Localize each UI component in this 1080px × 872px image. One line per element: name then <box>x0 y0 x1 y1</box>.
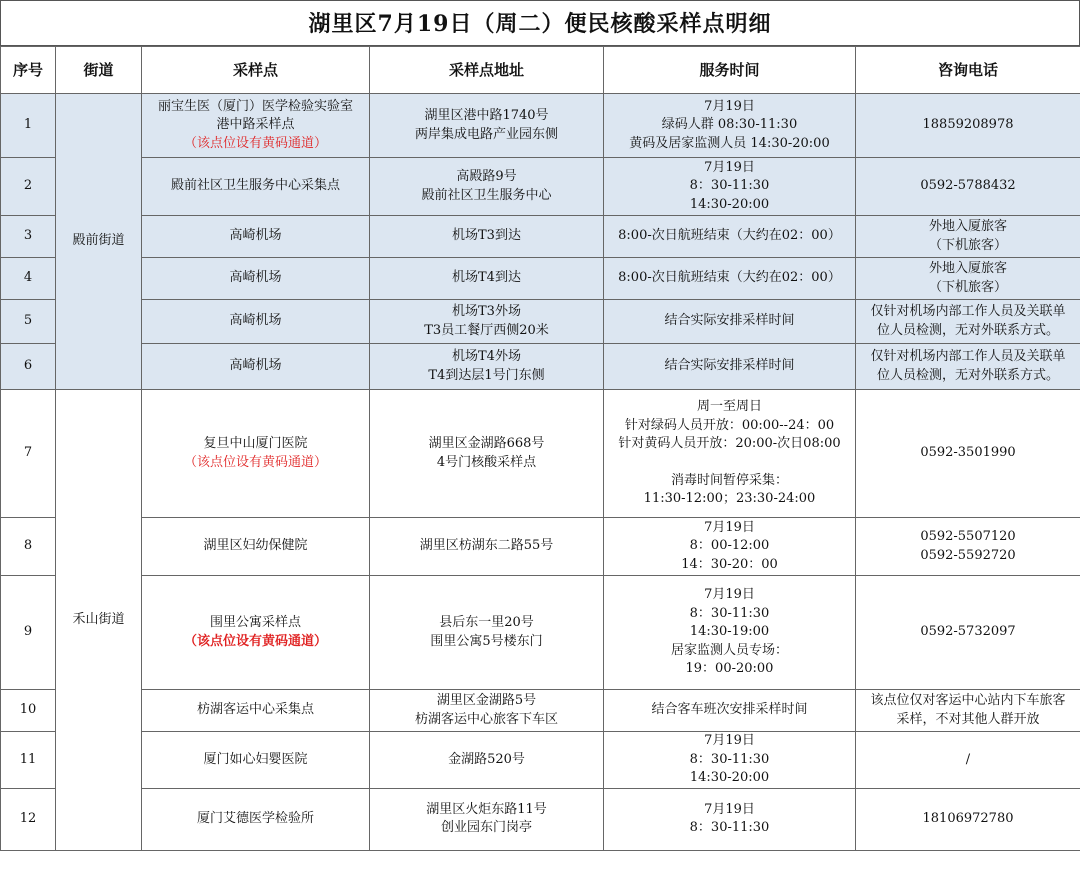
phone-line: 0592-5732097 <box>920 624 1016 640</box>
header-phone: 咨询电话 <box>856 47 1080 94</box>
time-line: 7月19日 <box>704 733 755 748</box>
address-line: 枋湖客运中心旅客下车区 <box>414 711 558 727</box>
row-number: 8 <box>1 518 56 576</box>
yellow-code-note: （该点位设有黄码通道） <box>183 454 327 470</box>
site-line: 丽宝生医（厦门）医学检验实验室 <box>157 98 353 114</box>
phone-line: 18106972780 <box>922 810 1014 826</box>
address-line: 湖里区火炬东路11号 <box>426 801 547 817</box>
address-line: 机场T3到达 <box>452 228 521 244</box>
time-line: 14：30-20：00 <box>681 556 778 572</box>
phone-line: （下机旅客） <box>928 279 1007 295</box>
address-line: 湖里区金湖路668号 <box>428 436 545 451</box>
header-time: 服务时间 <box>604 47 856 94</box>
street-dianqian: 殿前街道 <box>56 94 142 390</box>
table-row <box>1 390 1080 518</box>
table-row <box>1 258 1080 300</box>
row-number: 10 <box>1 690 56 732</box>
row-number: 6 <box>1 344 56 390</box>
site-line: 高崎机场 <box>229 313 282 329</box>
address-line: 围里公寓5号楼东门 <box>430 633 543 649</box>
address-line: T3员工餐厅西侧20米 <box>424 322 549 338</box>
site-cell <box>142 690 370 732</box>
row-number: 9 <box>1 576 56 690</box>
address-line: 机场T4外场 <box>452 349 521 364</box>
service-time-cell <box>604 158 856 216</box>
time-line: 14:30-20:00 <box>689 770 770 785</box>
phone-line: 0592-5592720 <box>920 547 1016 563</box>
time-line: 居家监测人员专场： <box>670 642 788 658</box>
address-line: 湖里区港中路1740号 <box>424 108 549 123</box>
phone-cell <box>856 94 1080 158</box>
site-line: 殿前社区卫生服务中心采集点 <box>170 178 340 194</box>
phone-line: / <box>965 751 971 767</box>
site-cell <box>142 158 370 216</box>
site-line: 厦门艾德医学检验所 <box>196 810 314 826</box>
site-line: 高崎机场 <box>229 358 282 374</box>
address-line: 机场T3外场 <box>452 304 521 319</box>
address-cell <box>370 690 604 732</box>
sites-table <box>0 46 1080 851</box>
phone-cell <box>856 158 1080 216</box>
site-cell <box>142 576 370 690</box>
row-number: 2 <box>1 158 56 216</box>
time-line: 11:30-12:00；23:30-24:00 <box>643 491 816 507</box>
service-time-cell <box>604 518 856 576</box>
address-cell <box>370 258 604 300</box>
phone-line: （下机旅客） <box>928 237 1007 253</box>
table-row <box>1 344 1080 390</box>
site-cell <box>142 518 370 576</box>
row-number: 11 <box>1 732 56 789</box>
row-number: 1 <box>1 94 56 158</box>
address-cell <box>370 576 604 690</box>
phone-line: 该点位仅对客运中心站内下车旅客 <box>870 693 1066 708</box>
address-cell <box>370 788 604 850</box>
time-line: 7月19日 <box>704 801 755 817</box>
address-line: 金湖路520号 <box>448 751 525 767</box>
service-time-cell <box>604 576 856 690</box>
time-line: 8：30-11:30 <box>689 751 770 767</box>
phone-line: 仅针对机场内部工作人员及关联单 <box>870 304 1066 319</box>
time-line: 14:30-20:00 <box>689 196 770 212</box>
service-time-cell <box>604 258 856 300</box>
table-row <box>1 732 1080 789</box>
row-number: 7 <box>1 390 56 518</box>
phone-cell <box>856 258 1080 300</box>
service-time-cell <box>604 732 856 789</box>
header-street: 街道 <box>56 47 142 94</box>
site-cell <box>142 216 370 258</box>
service-time-cell <box>604 788 856 850</box>
phone-cell <box>856 576 1080 690</box>
service-time-cell <box>604 344 856 390</box>
street-heshan: 禾山街道 <box>56 390 142 851</box>
time-line: 8：00-12:00 <box>689 538 770 554</box>
service-time-cell <box>604 690 856 732</box>
phone-cell <box>856 788 1080 850</box>
service-time-cell <box>604 300 856 344</box>
table-row <box>1 94 1080 158</box>
table-row <box>1 300 1080 344</box>
address-line: 高殿路9号 <box>456 169 517 184</box>
table-row <box>1 576 1080 690</box>
phone-cell <box>856 690 1080 732</box>
phone-line: 18859208978 <box>922 117 1014 133</box>
address-cell <box>370 344 604 390</box>
table-row <box>1 216 1080 258</box>
site-cell <box>142 258 370 300</box>
phone-line: 采样，不对其他人群开放 <box>896 711 1040 727</box>
time-line: 7月19日 <box>704 519 755 535</box>
phone-cell <box>856 344 1080 390</box>
table-row <box>1 690 1080 732</box>
address-line: 县后东一里20号 <box>439 615 534 630</box>
site-cell <box>142 788 370 850</box>
row-number: 4 <box>1 258 56 300</box>
phone-line: 位人员检测，无对外联系方式。 <box>876 367 1059 383</box>
page-title: 湖里区7月19日（周二）便民核酸采样点明细 <box>0 0 1080 46</box>
site-line: 港中路采样点 <box>216 117 295 133</box>
time-line: 8：30-11:30 <box>689 605 770 621</box>
time-line: 绿码人群 08:30-11:30 <box>661 117 798 133</box>
yellow-code-note: （该点位设有黄码通道） <box>183 633 327 649</box>
address-cell <box>370 518 604 576</box>
site-cell <box>142 300 370 344</box>
service-time-cell <box>604 94 856 158</box>
address-line: 机场T4到达 <box>452 270 521 286</box>
service-time-cell <box>604 216 856 258</box>
table-row <box>1 158 1080 216</box>
phone-line: 外地入厦旅客 <box>928 219 1007 234</box>
time-line: 8：30-11:30 <box>689 820 770 835</box>
phone-line: 0592-5507120 <box>920 529 1016 544</box>
table-row <box>1 518 1080 576</box>
time-line <box>607 454 852 472</box>
phone-line: 0592-5788432 <box>920 178 1016 194</box>
site-line: 枋湖客运中心采集点 <box>196 702 314 718</box>
yellow-code-note: （该点位设有黄码通道） <box>183 135 327 151</box>
address-line: 殿前社区卫生服务中心 <box>421 187 552 203</box>
site-line: 高崎机场 <box>229 228 282 244</box>
address-cell <box>370 390 604 518</box>
table-row <box>1 788 1080 850</box>
phone-cell <box>856 390 1080 518</box>
time-line: 7月19日 <box>704 587 755 603</box>
row-number: 3 <box>1 216 56 258</box>
address-line: 两岸集成电路产业园东侧 <box>414 126 558 142</box>
phone-cell <box>856 300 1080 344</box>
time-line: 8：30-11:30 <box>689 178 770 194</box>
site-line: 湖里区妇幼保健院 <box>203 538 308 554</box>
site-line: 高崎机场 <box>229 270 282 286</box>
phone-cell <box>856 518 1080 576</box>
site-line: 复旦中山厦门医院 <box>203 436 308 451</box>
site-cell <box>142 94 370 158</box>
phone-line: 0592-3501990 <box>920 445 1016 461</box>
time-line: 结合实际安排采样时间 <box>664 313 795 329</box>
address-cell <box>370 300 604 344</box>
time-line: 周一至周日 <box>696 399 762 415</box>
header-no: 序号 <box>1 47 56 94</box>
address-line: 4号门核酸采样点 <box>436 454 537 470</box>
phone-line: 外地入厦旅客 <box>928 261 1007 276</box>
address-line: 湖里区枋湖东二路55号 <box>419 538 554 554</box>
phone-line: 仅针对机场内部工作人员及关联单 <box>870 349 1066 364</box>
address-cell <box>370 216 604 258</box>
address-cell <box>370 732 604 789</box>
site-cell <box>142 344 370 390</box>
address-line: T4到达层1号门东侧 <box>428 367 545 383</box>
time-line: 8:00-次日航班结束（大约在02：00） <box>618 270 841 286</box>
table-header-row <box>1 47 1080 94</box>
time-line: 黄码及居家监测人员 14:30-20:00 <box>629 135 830 151</box>
header-site: 采样点 <box>142 47 370 94</box>
address-cell <box>370 158 604 216</box>
time-line: 结合客车班次安排采样时间 <box>651 702 808 718</box>
time-line: 19：00-20:00 <box>685 661 774 677</box>
site-cell <box>142 390 370 518</box>
address-line: 湖里区金湖路5号 <box>436 693 537 708</box>
time-line: 7月19日 <box>704 98 755 114</box>
time-line: 7月19日 <box>704 159 755 175</box>
address-line: 创业园东门岗亭 <box>440 820 532 835</box>
row-number: 5 <box>1 300 56 344</box>
site-line: 围里公寓采样点 <box>209 615 301 630</box>
time-line: 消毒时间暂停采集： <box>670 472 788 488</box>
phone-line: 位人员检测，无对外联系方式。 <box>876 322 1059 338</box>
phone-cell <box>856 216 1080 258</box>
time-line: 针对绿码人员开放：00:00--24：00 <box>624 417 835 433</box>
site-line: 厦门如心妇婴医院 <box>203 751 308 767</box>
site-cell <box>142 732 370 789</box>
time-line: 8:00-次日航班结束（大约在02：00） <box>618 228 841 244</box>
header-address: 采样点地址 <box>370 47 604 94</box>
address-cell <box>370 94 604 158</box>
time-line: 针对黄码人员开放：20:00-次日08:00 <box>618 436 841 452</box>
service-time-cell <box>604 390 856 518</box>
time-line: 结合实际安排采样时间 <box>664 358 795 374</box>
phone-cell <box>856 732 1080 789</box>
row-number: 12 <box>1 788 56 850</box>
time-line: 14:30-19:00 <box>689 624 770 640</box>
